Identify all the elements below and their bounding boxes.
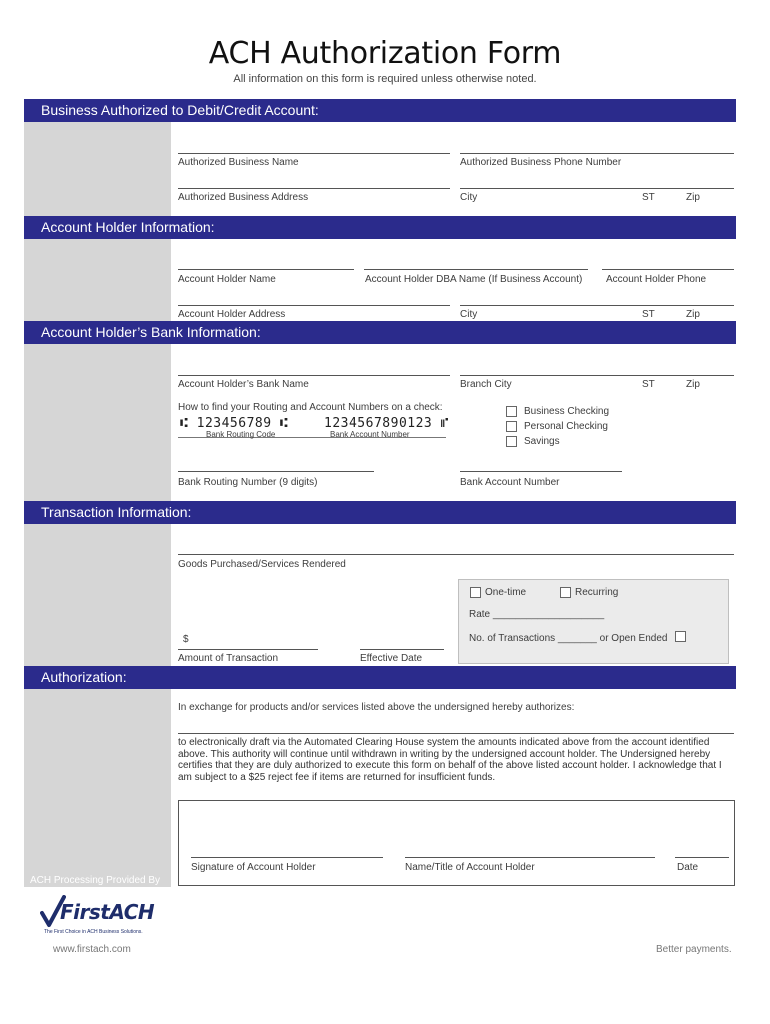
bank-name-field[interactable]	[178, 375, 450, 376]
signature-label: Signature of Account Holder	[191, 862, 316, 873]
holder-phone-label: Account Holder Phone	[606, 274, 707, 285]
name-title-label: Name/Title of Account Holder	[405, 862, 535, 873]
goods-services-label: Goods Purchased/Services Rendered	[178, 559, 346, 570]
business-zip-label: Zip	[686, 192, 700, 203]
routing-number-label: Bank Routing Number (9 digits)	[178, 477, 318, 488]
slogan-text: Better payments.	[656, 944, 732, 955]
holder-name-label: Account Holder Name	[178, 274, 276, 285]
effective-date-field[interactable]	[360, 649, 444, 650]
holder-dba-label: Account Holder DBA Name (If Business Account)	[365, 274, 583, 285]
business-name-label: Authorized Business Name	[178, 157, 299, 168]
holder-st-label: ST	[642, 309, 655, 320]
section-header-business: Business Authorized to Debit/Credit Account:	[24, 99, 736, 122]
bank-st-label: ST	[642, 379, 655, 390]
check-instructions: How to find your Routing and Account Numbers on a check:	[178, 402, 443, 413]
rate-field[interactable]: Rate ____________________	[469, 609, 605, 620]
business-name-field[interactable]	[178, 153, 450, 154]
personal-checking-checkbox[interactable]	[506, 421, 517, 432]
section-header-authorization: Authorization:	[24, 666, 736, 689]
goods-services-field[interactable]	[178, 554, 734, 555]
authorization-text: to electronically draft via the Automated Clearing House system the amounts indicated above from the account identified above. This authority will continue until withdrawn in writing by the undersigned account holder. The Undersigned hereby certifies that they are duly authorized to execute this form on behalf of the above listed account holder. I acknowledge that I am subject to a $25 reject fee if items are returned for insufficient funds.	[178, 737, 722, 783]
date-label: Date	[677, 862, 699, 873]
routing-number-field[interactable]	[178, 471, 374, 472]
dollar-sign: $	[183, 634, 189, 645]
provided-by-text: ACH Processing Provided By	[30, 875, 161, 886]
authorized-party-field[interactable]	[178, 733, 734, 734]
one-time-checkbox[interactable]	[470, 587, 481, 598]
account-caption: Bank Account Number	[330, 430, 410, 439]
micr-account: 1234567890123 ⑈	[324, 416, 449, 431]
holder-zip-label: Zip	[686, 309, 700, 320]
micr-routing: ⑆ 123456789 ⑆	[180, 416, 289, 431]
business-phone-label: Authorized Business Phone Number	[460, 157, 622, 168]
holder-city-field[interactable]	[460, 305, 734, 306]
signature-field[interactable]	[191, 857, 383, 858]
business-checking-checkbox[interactable]	[506, 406, 517, 417]
account-number-label: Bank Account Number	[460, 477, 560, 488]
business-city-label: City	[460, 192, 478, 203]
amount-label: Amount of Transaction	[178, 653, 279, 664]
routing-caption: Bank Routing Code	[206, 430, 276, 439]
num-transactions-field[interactable]: No. of Transactions _______ or Open Ended	[469, 633, 668, 644]
section-header-transaction: Transaction Information:	[24, 501, 736, 524]
savings-checkbox[interactable]	[506, 436, 517, 447]
business-address-field[interactable]	[178, 188, 450, 189]
savings-label: Savings	[524, 436, 560, 447]
logo-tagline: The First Choice in ACH Business Solutions.	[44, 929, 143, 935]
date-field[interactable]	[675, 857, 729, 858]
holder-name-field[interactable]	[178, 269, 354, 270]
one-time-label: One-time	[485, 587, 527, 598]
firstach-logo	[40, 891, 160, 939]
signature-box	[178, 800, 735, 886]
section-header-bank: Account Holder’s Bank Information:	[24, 321, 736, 344]
branch-city-field[interactable]	[460, 375, 734, 376]
business-city-field[interactable]	[460, 188, 734, 189]
website-link[interactable]: www.firstach.com	[53, 944, 131, 955]
personal-checking-label: Personal Checking	[524, 421, 608, 432]
bank-zip-label: Zip	[686, 379, 700, 390]
amount-field[interactable]	[178, 649, 318, 650]
name-title-field[interactable]	[405, 857, 655, 858]
holder-city-label: City	[460, 309, 478, 320]
transaction-frequency-panel	[458, 579, 729, 664]
holder-address-field[interactable]	[178, 305, 450, 306]
effective-date-label: Effective Date	[360, 653, 423, 664]
logo-wordmark: FirstACH	[60, 900, 155, 924]
business-address-label: Authorized Business Address	[178, 192, 309, 203]
holder-phone-field[interactable]	[602, 269, 734, 270]
form-title: ACH Authorization Form	[208, 36, 562, 71]
bank-name-label: Account Holder’s Bank Name	[178, 379, 309, 390]
open-ended-checkbox[interactable]	[675, 631, 686, 642]
account-number-field[interactable]	[460, 471, 622, 472]
holder-dba-field[interactable]	[364, 269, 588, 270]
authorization-intro: In exchange for products and/or services listed above the undersigned hereby authorizes:	[178, 702, 575, 713]
section-header-account-holder: Account Holder Information:	[24, 216, 736, 239]
branch-city-label: Branch City	[460, 379, 512, 390]
business-checking-label: Business Checking	[524, 406, 610, 417]
holder-address-label: Account Holder Address	[178, 309, 286, 320]
business-phone-field[interactable]	[460, 153, 734, 154]
business-st-label: ST	[642, 192, 655, 203]
recurring-checkbox[interactable]	[560, 587, 571, 598]
recurring-label: Recurring	[575, 587, 619, 598]
form-subtitle: All information on this form is required unless otherwise noted.	[233, 73, 537, 85]
